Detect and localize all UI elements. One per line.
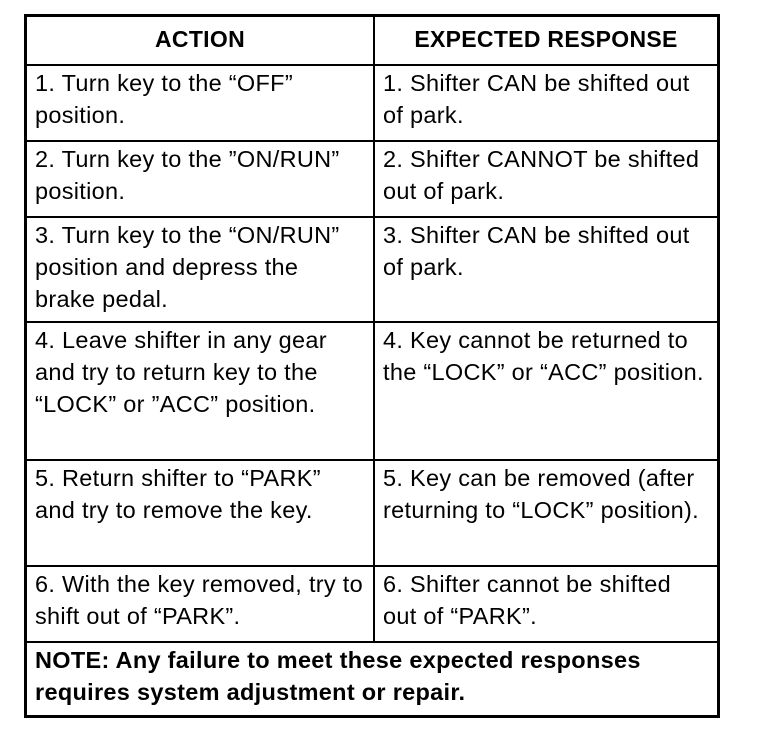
- action-cell: 5. Return shifter to “PARK” and try to remove the key.: [27, 460, 374, 566]
- action-cell: 6. With the key removed, try to shift out of “PARK”.: [27, 566, 374, 642]
- table-row: [27, 566, 717, 642]
- action-cell: 4. Leave shifter in any gear and try to return key to the “LOCK” or ”ACC” position.: [27, 322, 374, 460]
- response-cell: 6. Shifter cannot be shifted out of “PARK”.: [374, 566, 717, 642]
- action-cell: 3. Turn key to the “ON/RUN” position and depress the brake pedal.: [27, 217, 374, 322]
- response-cell: 5. Key can be removed (after returning to “LOCK” position).: [374, 460, 717, 566]
- table-row: [27, 141, 717, 217]
- table-row: [27, 217, 717, 322]
- header-action: ACTION: [27, 17, 374, 65]
- table-row: [27, 460, 717, 566]
- response-cell: 1. Shifter CAN be shifted out of park.: [374, 65, 717, 141]
- procedure-table-frame: [24, 14, 720, 718]
- action-cell: 2. Turn key to the ”ON/RUN” position.: [27, 141, 374, 217]
- note-row: [27, 642, 717, 711]
- table-header-row: [27, 17, 717, 65]
- header-expected-response: EXPECTED RESPONSE: [374, 17, 717, 65]
- procedure-table: [27, 17, 717, 711]
- response-cell: 2. Shifter CANNOT be shifted out of park.: [374, 141, 717, 217]
- table-row: [27, 65, 717, 141]
- response-cell: 3. Shifter CAN be shifted out of park.: [374, 217, 717, 322]
- response-cell: 4. Key cannot be returned to the “LOCK” or “ACC” position.: [374, 322, 717, 460]
- table-row: [27, 322, 717, 460]
- action-cell: 1. Turn key to the “OFF” position.: [27, 65, 374, 141]
- note-text: NOTE: Any failure to meet these expected responses requires system adjustment or repair.: [27, 642, 717, 711]
